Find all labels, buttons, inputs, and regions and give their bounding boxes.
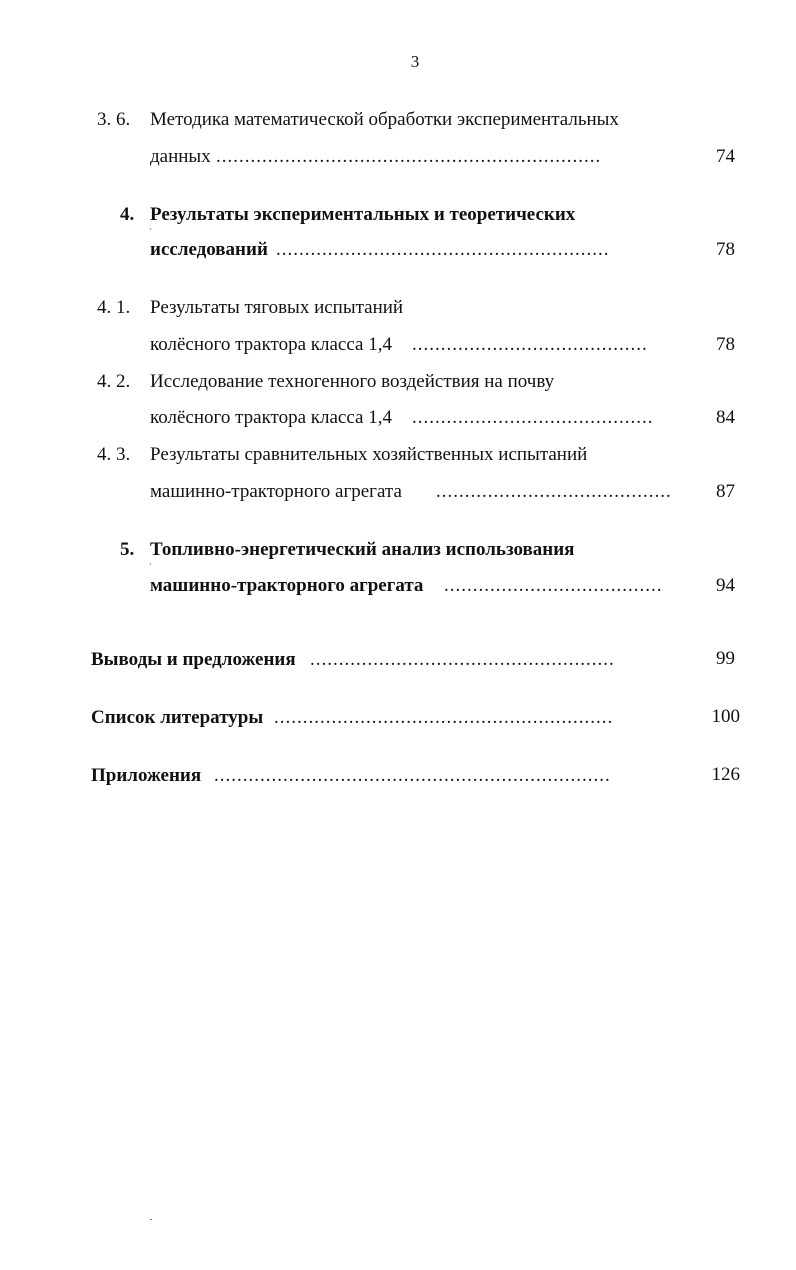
toc-entry-title-cont: данных <box>150 146 211 167</box>
tick-mark-icon: ` <box>149 562 152 572</box>
tick-mark-icon: ` <box>149 227 152 237</box>
toc-page-number: 74 <box>716 146 735 167</box>
toc-entry-number: 4. 3. <box>97 444 131 465</box>
toc-leader-dots: ..................................................................... <box>214 765 611 786</box>
toc-entry-number: 4. <box>120 204 135 225</box>
page-number: 3 <box>410 52 420 71</box>
toc-entry-title: Топливно-энергетический анализ использования <box>150 539 575 560</box>
toc-entry-title: Исследование техногенного воздействия на почву <box>150 371 555 392</box>
toc-page-number: 126 <box>711 764 740 785</box>
toc-leader-dots: ...................................... <box>444 575 663 596</box>
toc-entry-title-cont: колёсного трактора класса 1,4 <box>150 334 392 355</box>
toc-entry-title: Приложения <box>91 765 202 786</box>
toc-entry-title: Результаты экспериментальных и теоретических <box>150 204 576 225</box>
toc-entry-number: 4. 2. <box>97 371 131 392</box>
toc-entry-title-cont: машинно-тракторного агрегата <box>150 481 402 502</box>
scan-speck <box>150 1219 152 1220</box>
toc-leader-dots: ......................................... <box>436 481 672 502</box>
toc-entry-title: Методика математической обработки экспериментальных <box>150 109 619 130</box>
toc-leader-dots: .......................................... <box>412 407 654 428</box>
toc-leader-dots: ..................................................... <box>310 649 615 670</box>
toc-entry-number: 3. 6. <box>97 109 131 130</box>
toc-entry-number: 4. 1. <box>97 297 131 318</box>
toc-entry-title: Выводы и предложения <box>91 649 296 670</box>
toc-entry-title: Список литературы <box>91 707 264 728</box>
toc-page-number: 94 <box>716 575 735 596</box>
toc-entry-title: Результаты сравнительных хозяйственных испытаний <box>150 444 588 465</box>
toc-entry-title-cont: колёсного трактора класса 1,4 <box>150 407 392 428</box>
toc-page-number: 99 <box>716 648 735 669</box>
toc-leader-dots: ......................................... <box>412 334 648 355</box>
toc-entry-number: 5. <box>120 539 135 560</box>
toc-entry-title-cont: машинно-тракторного агрегата <box>150 575 424 596</box>
toc-entry-title: Результаты тяговых испытаний <box>150 297 404 318</box>
toc-page-number: 87 <box>716 481 735 502</box>
toc-page-number: 84 <box>716 407 735 428</box>
toc-leader-dots: .......................................................... <box>276 239 610 260</box>
toc-page-number: 78 <box>716 334 735 355</box>
toc-entry-title-cont: исследований <box>150 239 268 260</box>
toc-page-number: 78 <box>716 239 735 260</box>
toc-leader-dots: ................................................................... <box>216 146 602 167</box>
toc-page-number: 100 <box>711 706 740 727</box>
toc-leader-dots: ........................................................... <box>274 707 614 728</box>
